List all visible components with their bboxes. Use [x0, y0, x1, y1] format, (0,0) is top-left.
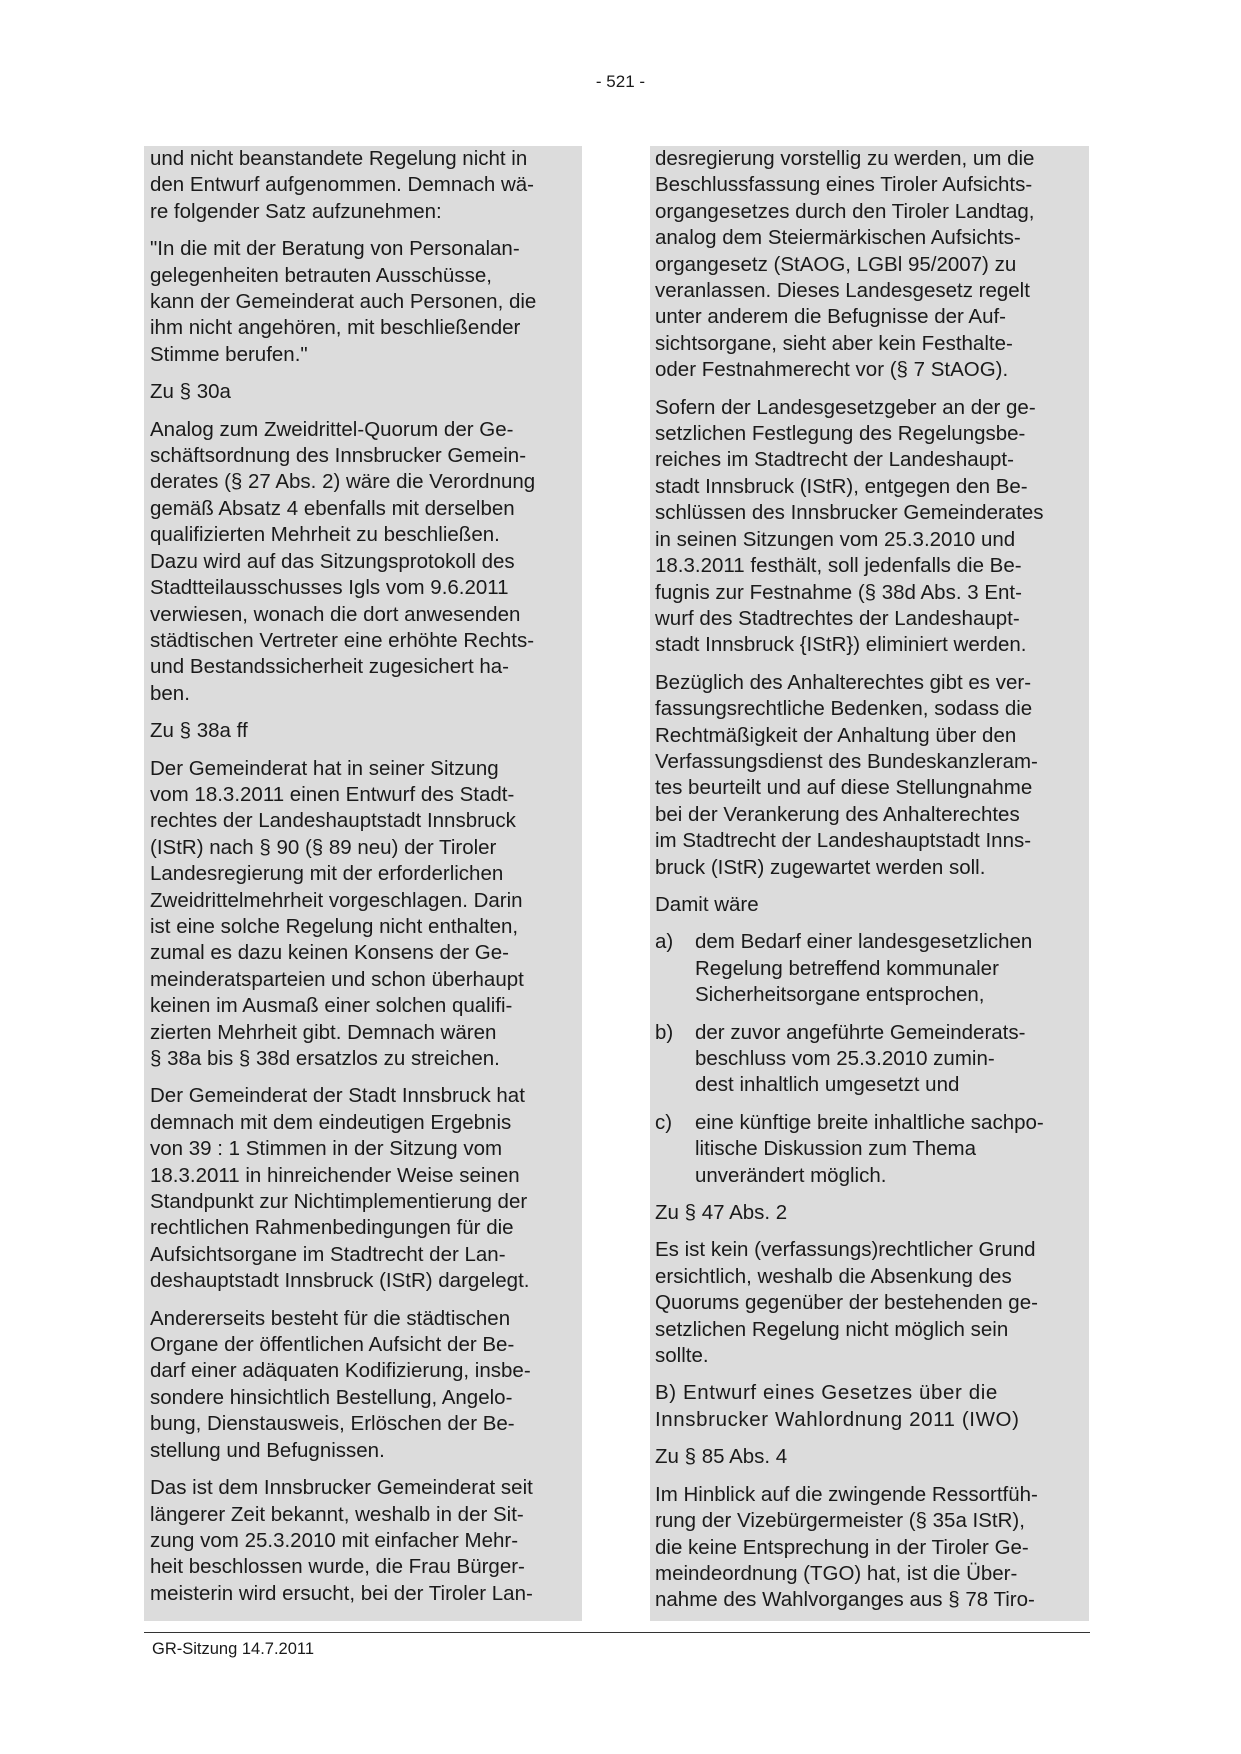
paragraph: Im Hinblick auf die zwingende Ressortfüh- rung der Vizebürgermeister (§ 35a IStR), die keine Entsprechung in der Tiroler Ge- meindeordnung (TGO) hat, ist die Über- nahme des Wahlvorganges aus § 78 Tiro- — [655, 1482, 1038, 1612]
paragraph: Das ist dem Innsbrucker Gemeinderat seit längerer Zeit bekannt, weshalb in der Sit- zung vom 25.3.2010 mit einfacher Mehr- heit beschlossen wurde, die Frau Bürger- meisterin wird ersucht, bei der Tiroler Lan- — [150, 1476, 533, 1605]
paragraph: Bezüglich des Anhalterechtes gibt es ver- fassungsrechtliche Bedenken, sodass die Rechtmäßigkeit der Anhaltung über den Verfassungsdienst des Bundeskanzleram- tes beurteilt und auf diese Stellungnahme bei der Verankerung des Anhalterechtes im Stadtrecht der Landeshauptstadt Inns- bruck (IStR) zugewartet werden soll. — [655, 670, 1038, 879]
list-label: b) — [655, 1020, 674, 1044]
page-number: - 521 - — [595, 72, 646, 91]
footer-divider — [144, 1632, 1090, 1633]
list-text: dem Bedarf einer landesgesetzlichen Regelung betreffend kommunaler Sicherheitsorgane entsprochen, — [695, 930, 1033, 1007]
list-item — [655, 929, 1083, 1008]
paragraph: Es ist kein (verfassungs)rechtlicher Grund ersichtlich, weshalb die Absenkung des Quorums gegenüber der bestehenden ge- setzlichen Regelung nicht möglich sein sollte. — [655, 1238, 1038, 1368]
paragraph: Damit wäre — [655, 892, 759, 916]
list-label: c) — [655, 1110, 673, 1134]
list-item — [655, 1020, 1083, 1099]
section-heading: Zu § 47 Abs. 2 — [655, 1201, 788, 1225]
paragraph: Der Gemeinderat hat in seiner Sitzung vom 18.3.2011 einen Entwurf des Stadt- rechtes der Landeshauptstadt Innsbruck (IStR) nach § 90 (§ 89 neu) der Tiroler Landesregierung mit der erforderlichen Zweidrittelmehrheit vorgeschlagen. Darin ist eine solche Regelung nicht enthalten, zumal es dazu keinen Konsens der Ge- meinderatsparteien und schon überhaupt keinen im Ausmaß einer solchen qualifi- zierten Mehrheit gibt. Demnach wären § 38a bis § 38d ersatzlos zu streichen. — [150, 756, 524, 1070]
quoted-sentence: "In die mit der Beratung von Personalan- gelegenheiten betrauten Ausschüsse, kann der Gemeinderat auch Personen, die ihm nicht angehören, mit beschließender Stimme berufen." — [150, 237, 537, 366]
list-label: a) — [655, 930, 674, 954]
paragraph: Der Gemeinderat der Stadt Innsbruck hat demnach mit dem eindeutigen Ergebnis von 39 : 1 Stimmen in der Sitzung vom 18.3.2011 in hinreichender Weise seinen Standpunkt zur Nichtimplementierung der rechtlichen Rahmenbedingungen für die Aufsichtsorgane im Stadtrecht der Lan- deshauptstadt Innsbruck (IStR) dargelegt. — [150, 1084, 530, 1293]
section-title: B) Entwurf eines Gesetzes über die Innsbrucker Wahlordnung 2011 (IWO) — [655, 1381, 1020, 1431]
section-heading: Zu § 30a — [150, 380, 231, 404]
paragraph: und nicht beanstandete Regelung nicht in den Entwurf aufgenommen. Demnach wä- re folgender Satz aufzunehmen: — [150, 147, 535, 223]
paragraph: desregierung vorstellig zu werden, um die Beschlussfassung eines Tiroler Aufsichts- organgesetzes durch den Tiroler Landtag, analog dem Steiermärkischen Aufsichts- organgesetz (StAOG, LGBl 95/2007) zu veranlassen. Dieses Landesgesetz regelt unter anderem die Befugnisse der Auf- sichtsorgane, sieht aber kein Festhalte- oder Festnahmerecht vor (§ 7 StAOG). — [655, 147, 1035, 382]
section-heading: Zu § 38a ff — [150, 719, 248, 743]
paragraph: Andererseits besteht für die städtischen Organe der öffentlichen Aufsicht der Be- darf einer adäquaten Kodifizierung, insbe- sondere hinsichtlich Bestellung, Angelo- bung, Dienstausweis, Erlöschen der Be- stellung und Befugnissen. — [150, 1306, 531, 1462]
left-column — [144, 146, 582, 1621]
list-item — [655, 1110, 1083, 1189]
right-column — [650, 146, 1089, 1621]
footer-text: GR-Sitzung 14.7.2011 — [152, 1640, 315, 1658]
paragraph: Analog zum Zweidrittel-Quorum der Ge- schäftsordnung des Innsbrucker Gemein- derates (§ 27 Abs. 2) wäre die Verordnung gemäß Absatz 4 ebenfalls mit derselben qualifizierten Mehrheit zu beschließen. Dazu wird auf das Sitzungsprotokoll des Stadtteilausschusses Igls vom 9.6.2011 verwiesen, wonach die dort anwesenden städtischen Vertreter eine erhöhte Rechts- und Bestandssicherheit zugesichert ha- ben. — [150, 417, 536, 705]
paragraph: Sofern der Landesgesetzgeber an der ge- setzlichen Festlegung des Regelungsbe- reiches im Stadtrecht der Landeshaupt- stadt Innsbruck (IStR), entgegen den Be- schlüssen des Innsbrucker Gemeinderates in seinen Sitzungen vom 25.3.2010 und 18.3.2011 festhält, soll jedenfalls die Be- fugnis zur Festnahme (§ 38d Abs. 3 Ent- wurf des Stadtrechtes der Landeshaupt- stadt Innsbruck {IStR}) eliminiert werden. — [655, 395, 1044, 657]
list-text: eine künftige breite inhaltliche sachpo- litische Diskussion zum Thema unverändert möglich. — [695, 1110, 1044, 1187]
section-heading: Zu § 85 Abs. 4 — [655, 1445, 788, 1469]
list-text: der zuvor angeführte Gemeinderats- beschluss vom 25.3.2010 zumin- dest inhaltlich umgesetzt und — [695, 1020, 1026, 1097]
